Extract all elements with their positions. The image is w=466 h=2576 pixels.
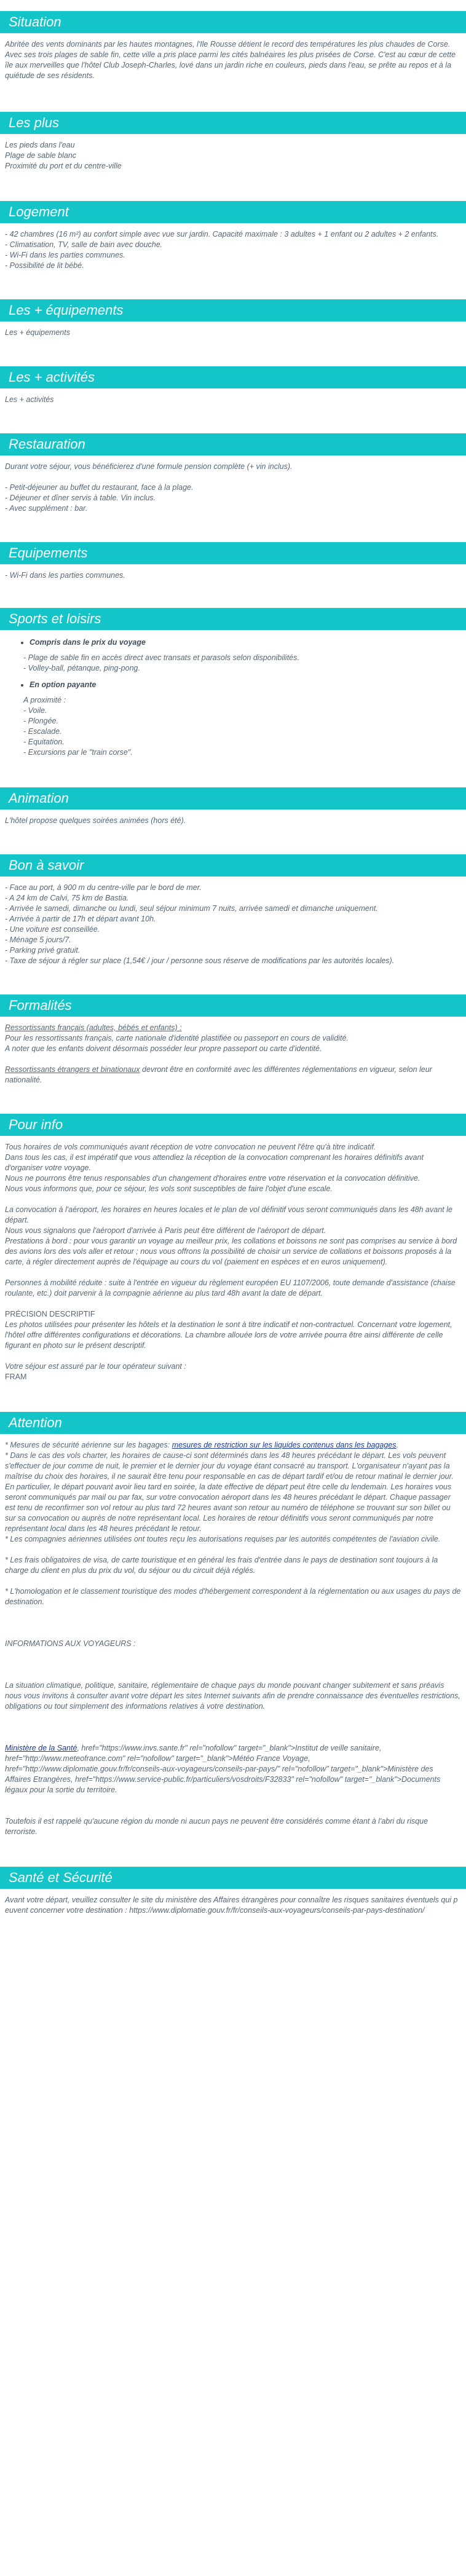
section-header bbox=[0, 1401, 466, 1434]
list-item: - Taxe de séjour à régler sur place (1,54€ / jour / personne sous réserve de modifications par les autorités locales). bbox=[5, 956, 395, 965]
section-title: Santé et Sécurité bbox=[9, 1870, 113, 1885]
situation-text: Abritée des vents dominants par les hautes montagnes, l'Ile Rousse détient le record des températures les plus chaudes de Corse. Avec ses trois plages de sable fin, cette ville a pris place parmi les cités balnéaires les plus prisées de Corse. C'est au cœur de cette île aux merveilles que l'hôtel Club Joseph-Charles, lové dans un jardin riche en couleurs, pieds dans l'eau, se prête au repos et à la quiétude de ses résidents. bbox=[5, 40, 456, 80]
section-header bbox=[0, 776, 466, 809]
section-formalites bbox=[0, 983, 466, 1103]
section-title: Logement bbox=[9, 204, 69, 219]
section-sports bbox=[0, 597, 466, 776]
attention-prefix: * Mesures de sécurité aérienne sur les bagages: bbox=[5, 1441, 172, 1449]
section-content bbox=[0, 134, 466, 190]
section-title: Attention bbox=[9, 1415, 62, 1430]
spacer bbox=[5, 1299, 461, 1309]
section-header bbox=[0, 101, 466, 134]
section-band bbox=[0, 1114, 466, 1136]
section-header bbox=[0, 1103, 466, 1136]
section-band bbox=[0, 11, 466, 33]
formalites-fr-title: Ressortissants français (adultes, bébés et enfants) : bbox=[5, 1023, 182, 1032]
list-item: - Petit-déjeuner au buffet du restaurant, face à la plage. bbox=[5, 483, 194, 492]
section-content bbox=[0, 455, 466, 531]
sports-group1 bbox=[5, 653, 461, 674]
attention-line: * Dans le cas des vols charter, les horaires de cause-ci sont déterminés dans les 48 heures précédant le départ. Les vols peuvent s'effectuer de jour comme de nuit, le premier et le dernier jour du voyage étant consacré au transport. L'organisateur n'ayant pas la maîtrise du choix des horaires, il ne saurait être tenu pour responsable en cas de départ tardif et/ou de retour matinal le dernier jour. En particulier, le départ pouvant avoir lieu tard en soirée, la date effective de départ peut être celle du lendemain. Les horaires vous seront communiqués par mail ou par fax, sur votre convocation aéroport dans les 48 heures précédant le départ. Chaque passager est tenu de reconfirmer son vol retour au plus tard 72 heures avant son retour au numéro de téléphone se trouvant sur son billet ou sur sa convocation ou auprès de notre représentant local. Les horaires de retour définitifs vous seront communiqués par notre représentant local dans les 48 heures précédant le retour. bbox=[5, 1451, 454, 1533]
attention-suffix: . bbox=[396, 1441, 398, 1449]
spacer bbox=[5, 1545, 461, 1555]
section-attention bbox=[0, 1401, 466, 1856]
sports-group2-intro: A proximité : bbox=[23, 696, 66, 704]
info-line: Personnes à mobilité réduite : suite à l'entrée en vigueur du règlement européen EU 1107/2006, toute demande d'assistance (chaise roulante, etc.) doit parvenir à la compagnie aérienne au plus tard 48h avant la date de départ. bbox=[5, 1278, 456, 1298]
section-equipements bbox=[0, 531, 466, 597]
section-band bbox=[0, 542, 466, 564]
section-situation bbox=[0, 0, 466, 101]
list-item: - Arrivée le samedi, dimanche ou lundi, seul séjour minimum 7 nuits, arrivée samedi et dimanche uniquement. bbox=[5, 904, 378, 913]
restauration-intro: Durant votre séjour, vous bénéficierez d'une formule pension complète (+ vin inclus). bbox=[5, 462, 293, 471]
section-content bbox=[0, 33, 466, 101]
list-item: - Parking privé gratuit. bbox=[5, 946, 81, 955]
section-header bbox=[0, 597, 466, 630]
section-band bbox=[0, 995, 466, 1017]
spacer bbox=[5, 1795, 461, 1816]
formalites-fr-line: Pour les ressortissants français, carte nationale d'identité plastifiée ou passeport en cours de validité. bbox=[5, 1034, 349, 1042]
list-item: - 42 chambres (16 m²) au confort simple avec vue sur jardin. Capacité maximale : 3 adultes + 1 enfant ou 2 adultes + 2 enfants. bbox=[5, 230, 439, 238]
section-header bbox=[0, 531, 466, 564]
section-title: Bon à savoir bbox=[9, 857, 84, 873]
attention-line: * Les frais obligatoires de visa, de carte touristique et en général les frais d'entrée dans le pays de destination sont toujours à la charge du client en plus du prix du vol, du séjour ou du circuit déjà réglés. bbox=[5, 1556, 438, 1575]
attention-line: Toutefois il est rappelé qu'aucune région du monde ni aucun pays ne peuvent être considérés comme étant à l'abri du risque terroriste. bbox=[5, 1817, 428, 1836]
section-band bbox=[0, 366, 466, 388]
list-item: - Possibilité de lit bébé. bbox=[5, 261, 84, 270]
section-les-plus bbox=[0, 101, 466, 190]
section-title: Les + équipements bbox=[9, 302, 124, 318]
list-item: Plage de sable blanc bbox=[5, 151, 77, 160]
section-activites-plus bbox=[0, 355, 466, 422]
section-pour-info bbox=[0, 1103, 466, 1401]
section-content bbox=[0, 564, 466, 597]
attention-line: * L'homologation et le classement touristique des modes d'hébergement correspondent à la réglementation ou aux usages du pays de destination. bbox=[5, 1587, 461, 1606]
section-content bbox=[0, 321, 466, 355]
info-heading: PRÉCISION DESCRIPTIF bbox=[5, 1310, 95, 1318]
section-header bbox=[0, 288, 466, 321]
section-content bbox=[0, 1889, 466, 1934]
section-title: Equipements bbox=[9, 545, 88, 561]
section-title: Formalités bbox=[9, 998, 72, 1013]
formalites-fr-line: A noter que les enfants doivent désormais posséder leur propre passeport ou carte d'identité. bbox=[5, 1044, 322, 1053]
sante-text: Avant votre départ, veuillez consulter le site du ministère des Affaires étrangères pour connaître les risques sanitaires éventuels qui peuvent concerner votre destination : https://www.diplomatie.gouv.fr/fr/conseils-aux-voyageurs/conseils-par-pays-destination/ bbox=[5, 1896, 458, 1915]
formalites-etrangers bbox=[5, 1065, 461, 1085]
section-title: Pour info bbox=[9, 1117, 63, 1132]
list-item: - Climatisation, TV, salle de bain avec douche. bbox=[5, 240, 163, 249]
section-title: Les + activités bbox=[9, 369, 95, 385]
section-equipements-plus bbox=[0, 288, 466, 355]
attention-line: La situation climatique, politique, sanitaire, réglementaire de chaque pays du monde pouvant changer subitement et sans préavis bbox=[5, 1681, 444, 1690]
section-header bbox=[0, 1856, 466, 1889]
section-title: Restauration bbox=[9, 436, 85, 452]
section-animation bbox=[0, 776, 466, 843]
info-operator: FRAM bbox=[5, 1373, 27, 1381]
section-band bbox=[0, 201, 466, 223]
list-item: - Plongée. bbox=[23, 717, 58, 725]
section-content bbox=[0, 630, 466, 776]
section-band bbox=[0, 299, 466, 321]
spacer bbox=[5, 1194, 461, 1205]
spacer bbox=[5, 1576, 461, 1586]
section-title: Sports et loisirs bbox=[9, 611, 101, 626]
section-band bbox=[0, 1867, 466, 1889]
attention-links bbox=[5, 1743, 461, 1795]
section-title: Animation bbox=[9, 790, 69, 806]
section-content bbox=[0, 1136, 466, 1401]
spacer bbox=[5, 1351, 461, 1361]
sports-list bbox=[5, 680, 461, 690]
list-item: - Arrivée à partir de 17h et départ avant 10h. bbox=[5, 915, 156, 923]
info-line: Prestations à bord : pour vous garantir un voyage au meilleur prix, les collations et boissons ne sont pas comprises au service à bord des avions lors des vols aller et retour ; nous vous offrons la possibilité de choisir un service de collations et boissons proposés à la carte, à régler directement auprès de l'équipage au cours du vol (paiement en espèces et en euros uniquement). bbox=[5, 1237, 457, 1266]
animation-text: L'hôtel propose quelques soirées animées (hors été). bbox=[5, 816, 186, 825]
list-item: - Déjeuner et dîner servis à table. Vin inclus. bbox=[5, 494, 156, 502]
section-content bbox=[0, 1017, 466, 1103]
list-item: - Voile. bbox=[23, 706, 47, 715]
sports-group-title: • En option payante bbox=[30, 680, 461, 690]
list-item: - Volley-ball, pétanque, ping-pong. bbox=[23, 664, 140, 672]
section-header bbox=[0, 422, 466, 455]
sports-group2 bbox=[5, 695, 461, 758]
section-header bbox=[0, 843, 466, 876]
spacer bbox=[5, 1054, 461, 1065]
list-item: - Avec supplément : bar. bbox=[5, 504, 88, 513]
section-header bbox=[0, 983, 466, 1017]
section-band bbox=[0, 112, 466, 134]
section-header bbox=[0, 355, 466, 388]
section-restauration bbox=[0, 422, 466, 531]
list-item: Les pieds dans l'eau bbox=[5, 141, 75, 149]
section-sante bbox=[0, 1856, 466, 1934]
section-bon-a-savoir bbox=[0, 843, 466, 983]
info-line: Tous horaires de vols communiqués avant réception de votre convocation ne peuvent l'être qu'à titre indicatif. bbox=[5, 1143, 376, 1151]
section-title: Les plus bbox=[9, 115, 59, 130]
sports-list bbox=[5, 637, 461, 648]
section-content bbox=[0, 388, 466, 422]
section-header bbox=[0, 0, 466, 33]
attention-heading: INFORMATIONS AUX VOYAGEURS : bbox=[5, 1639, 136, 1648]
spacer bbox=[5, 1649, 461, 1680]
spacer bbox=[5, 1607, 461, 1628]
info-line: La convocation à l'aéroport, les horaires en heures locales et le plan de vol définitif vous seront communiqués dans les 48h avant le départ. bbox=[5, 1205, 452, 1224]
section-band bbox=[0, 608, 466, 630]
spacer bbox=[5, 1628, 461, 1639]
section-band bbox=[0, 433, 466, 455]
list-item: - Ménage 5 jours/7. bbox=[5, 935, 71, 944]
sports-group-title: • Compris dans le prix du voyage bbox=[30, 637, 461, 648]
spacer bbox=[5, 1712, 461, 1743]
list-item: - Face au port, à 900 m du centre-ville par le bord de mer. bbox=[5, 883, 202, 892]
attention-links-text: , href="https://www.invs.sante.fr" rel="nofollow" target="_blank">Institut de veille sanitaire, href="http://www.meteofrance.com" rel="nofollow" target="_blank">Météo France Voyage, href="http://www.diplomatie.gouv.fr/fr/conseils-aux-voyageurs/conseils-par-pays/" rel="nofollow" target="_blank">Ministère des Affaires Etrangères, href="https://www.service-public.fr/particuliers/vosdroits/F32833" rel="nofollow" target="_blank">Documents légaux pour la sortie du territoire. bbox=[5, 1744, 441, 1794]
section-header bbox=[0, 190, 466, 223]
formalites-et-text: devront être en conformité avec les différentes réglementations en vigueur, selon leur nationalité. bbox=[5, 1065, 432, 1084]
formalites-et-title: Ressortissants étrangers et binationaux bbox=[5, 1065, 140, 1074]
list-item: - Wi-Fi dans les parties communes. bbox=[5, 251, 125, 259]
attention-line bbox=[5, 1440, 461, 1451]
info-line: Les photos utilisées pour présenter les hôtels et la destination le sont à titre indicatif et non-contractuel. Concernant votre logement, l'hôtel offre différentes configurations et décorations. La chambre allouée lors de votre arrivée pourra être ainsi différente de celle figurant en photo sur le présent descriptif. bbox=[5, 1320, 452, 1350]
list-item: - Une voiture est conseillée. bbox=[5, 925, 100, 934]
sante-ministry-link[interactable]: Ministère de la Santé bbox=[5, 1744, 77, 1752]
attention-line: nous vous invitons à consulter avant votre départ les sites Internet suivants afin de prendre connaissance des éventuelles restrictions, obligations ou tout simplement des informations relatives à votre destination. bbox=[5, 1692, 460, 1711]
section-content bbox=[0, 223, 466, 288]
section-logement bbox=[0, 190, 466, 288]
section-band bbox=[0, 1412, 466, 1434]
attention-line: * Les compagnies aériennes utilisées ont toutes reçu les autorisations requises par les autorités compétentes de l'aviation civile. bbox=[5, 1535, 441, 1543]
list-item: Proximité du port et du centre-ville bbox=[5, 162, 122, 170]
spacer bbox=[5, 472, 461, 483]
section-title: Situation bbox=[9, 14, 61, 30]
liquids-restriction-link[interactable]: mesures de restriction sur les liquides contenus dans les bagages bbox=[172, 1441, 397, 1449]
info-line: Nous vous signalons que l'aéroport d'arrivée à Paris peut être différent de l'aéroport de départ. bbox=[5, 1226, 326, 1235]
list-item: - Plage de sable fin en accès direct avec transats et parasols selon disponibilités. bbox=[23, 653, 299, 662]
section-content bbox=[0, 1434, 466, 1856]
info-line: Nous ne pourrons être tenus responsables d'un changement d'horaires entre votre réservation et la convocation définitive. bbox=[5, 1174, 421, 1183]
list-item: - Equitation. bbox=[23, 738, 65, 746]
section-band bbox=[0, 787, 466, 809]
list-item: - A 24 km de Calvi, 75 km de Bastia. bbox=[5, 894, 129, 902]
equipements-text: - Wi-Fi dans les parties communes. bbox=[5, 571, 125, 580]
list-item: - Escalade. bbox=[23, 727, 62, 736]
section-content bbox=[0, 876, 466, 983]
list-item: - Excursions par le "train corse". bbox=[23, 748, 133, 757]
info-line: Nous vous informons que, pour ce séjour, les vols sont susceptibles de faire l'objet d'une escale. bbox=[5, 1184, 333, 1193]
spacer bbox=[5, 1267, 461, 1278]
activites-plus-text: Les + activités bbox=[5, 395, 54, 404]
section-content bbox=[0, 809, 466, 843]
info-line: Votre séjour est assuré par le tour opérateur suivant : bbox=[5, 1362, 186, 1371]
section-band bbox=[0, 854, 466, 876]
equipements-plus-text: Les + équipements bbox=[5, 328, 70, 337]
info-line: Dans tous les cas, il est impératif que vous attendiez la réception de la convocation comprenant les horaires définitifs avant d'organiser votre voyage. bbox=[5, 1153, 424, 1172]
